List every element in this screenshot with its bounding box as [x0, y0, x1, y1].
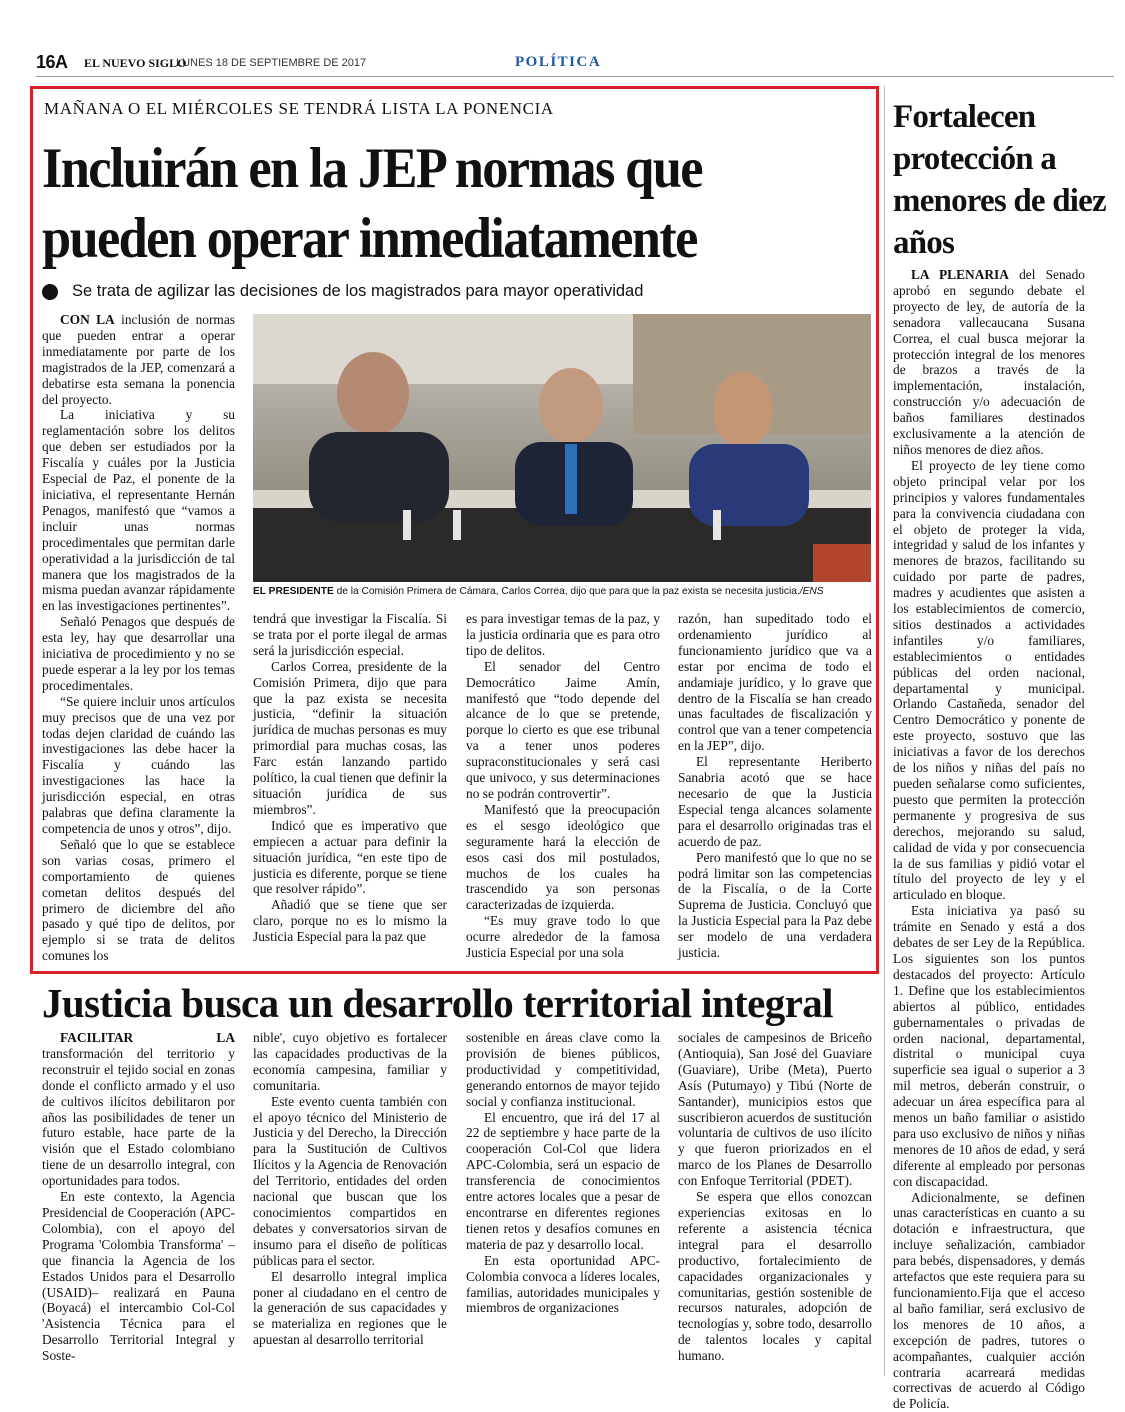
caption-credit: /ENS: [799, 586, 824, 597]
main-column-1: [42, 312, 235, 964]
paragraph-text: “Se quiere incluir unos artículos muy precisos que de una vez por todas dejen claridad de cuándo las investigaciones las debe hacer la Fiscalía y cuándo las investigaciones las hace la jurisdicción especial, en otras palabras que defina claramente la competencia de unos y otros”, dijo.: [42, 693, 235, 836]
paragraph: [466, 659, 660, 802]
paragraph-text: La iniciativa y su reglamentación sobre los delitos que deben ser estudiados por la Fiscalía y cuáles por la Justicia Especial de Paz, el ponente de la iniciativa, el representante Hernán Penagos, manifestó que “vamos a incluir unas normas procedimentales que permitan darle operatividad a la jurisdicción de tal manera que los magistrados de la misma puedan avanzar rápidamente en las investigaciones pertinentes”.: [42, 407, 235, 614]
side-column: [893, 267, 1085, 1412]
paragraph: [253, 1030, 447, 1094]
paragraph: [678, 1189, 872, 1364]
main-column-3: [466, 611, 660, 964]
main-headline-line2: pueden operar inmediatamente: [42, 207, 697, 270]
paragraph-text: razón, han supeditado todo el ordenamiento jurídico al funcionamiento jurídico que va a estar por encima de todo el andamiaje jurídico, y lo grave que dentro de la Fiscalía se han creado unas facultades de fiscalización y control que van a tener competencia en la JEP”, dijo.: [678, 611, 872, 754]
bullet-icon: [42, 284, 58, 300]
lead-in: FACILITAR LA: [60, 1030, 235, 1045]
paragraph: [678, 611, 872, 754]
second-column-4: [678, 1030, 872, 1364]
paragraph: [42, 1189, 235, 1364]
paragraph-text: “Es muy grave todo lo que ocurre alrededor de la famosa Justicia Especial por una sola: [466, 913, 660, 961]
masthead-rule: [36, 76, 1114, 77]
paragraph-text: Adicionalmente, se definen unas características en cuanto a su dotación e infraestructura, que incluye señalización, cambiador para bebés, dispensadores, y demás artefactos que este requiera para su funcionamiento.Fija que el acceso al baño familiar, será exclusivo de los menores de 10 años, a excepción de padres, tutores o acompañantes, cualquier acción contraria acarreará medidas correctivas de acuerdo al Código de Policía.: [893, 1189, 1085, 1412]
paragraph: [42, 312, 235, 407]
lead-in: LA PLENARIA: [911, 267, 1009, 282]
caption-text: de la Comisión Primera de Cámara, Carlos Correa, dijo que para que la paz exista se necesita justicia.: [333, 586, 800, 597]
paragraph-text: Pero manifestó que lo que no se podrá limitar son las competencias de la Fiscalía, o de la Corte Suprema de Justicia. Concluyó que la Justicia Especial para la Paz debe ser modelo de una verdadera justicia.: [678, 849, 872, 961]
paragraph-text: inclusión de normas que pueden entrar a operar inmediatamente por parte de los magistrados de la JEP, comenzará a debatirse esta semana la ponencia del proyecto.: [42, 312, 235, 407]
caption-lead: EL PRESIDENTE: [253, 586, 334, 597]
paragraph-text: Añadió que se tiene que ser claro, porque no es lo mismo la Justicia Especial para la paz que: [253, 897, 447, 945]
paragraph: [678, 850, 872, 961]
side-headline: Fortalecen protección a menores de diez años: [893, 99, 1106, 261]
paragraph-text: nible', cuyo objetivo es fortalecer las capacidades productivas de la economía campesina, familiar y comunitaria.: [253, 1030, 447, 1093]
paragraph-text: El proyecto de ley tiene como objeto principal velar por los principios y valores fundamentales para la convivencia ciudadana con el objeto de proteger la vida, integridad y salud de los infantes y menores de brazos, facilitando su cuidado por parte de padres, madres y acudientes que asisten a los establecimientos de comercio, sitios destinados a actividades infantiles y/o familiares, establecimientos o entidades públicas del orden nacional, departamental y municipal. Orlando Castañeda, senador del Centro Democrático y ponente de este proyecto, sostuvo que las iniciativas a favor de los derechos de los niños y niñas del país no pueden señalarse como suficientes, puesto que permiten la protección permanente y progresiva de sus derechos, mejorando su salud, calidad de vida y por consecuencia la de sus familias y pidió votar el título del proyecto de ley y el articulado en bloque.: [893, 457, 1085, 903]
paragraph: [253, 611, 447, 659]
paragraph-text: Esta iniciativa ya pasó su trámite en Senado y está a dos debates de ser Ley de la República. Los siguientes son los puntos destacados del proyecto: Artículo 1. Define que los establecimientos abiertos al público, entidades gubernamentales o privadas de orden nacional, departamental, distrital o municipal cuya superficie sea igual o superior a 3 mil metros, deberán construir, o adecuar un área específica para al menos un baño familiar o asistido para uso exclusivo de niños y niñas menores de 10 años de edad, y será diferente al empleado por personas con discapacidad.: [893, 903, 1085, 1189]
section-label: POLÍTICA: [515, 54, 602, 70]
main-kicker: MAÑANA O EL MIÉRCOLES SE TENDRÁ LISTA LA PONENCIA: [44, 99, 554, 118]
side-column-rule: [884, 86, 885, 1376]
paragraph: [466, 1030, 660, 1110]
main-headline: [42, 134, 796, 274]
photo-caption: [253, 585, 871, 598]
paragraph: [42, 837, 235, 964]
paragraph-text: tendrá que investigar la Fiscalía. Si se trata por el porte ilegal de armas será la jurisdicción especial.: [253, 611, 447, 658]
paragraph-text: sostenible en áreas clave como la provisión de bienes públicos, productividad y competitividad, generando entornos de mayor tejido social y confianza institucional.: [466, 1030, 660, 1109]
paragraph-text: Manifestó que la preocupación es el sesgo ideológico que seguramente hará la elección de esos casi dos mil postulados, muchos de los cuales ha trascendido ya son personas caracterizadas de izquierda.: [466, 801, 660, 913]
second-column-2: [253, 1030, 447, 1350]
paragraph: [42, 694, 235, 837]
paragraph-text: El senador del Centro Democrático Jaime Amín, manifestó que “todo depende del alcance de lo que se pretende, porque lo cierto es que ese tribunal va a tener unos poderes supraconstitucionales y será casi que univoco, y sus determinaciones no se podrán controvertir”.: [466, 658, 660, 801]
paragraph: [253, 897, 447, 945]
main-photo: [253, 314, 871, 582]
second-column-3: [466, 1030, 660, 1350]
paragraph-text: El representante Heriberto Sanabria acotó que se hace necesario de que la Justicia Especial tenga alcances solamente para el desarrollo originadas tras el acuerdo de paz.: [678, 754, 872, 849]
paragraph: [678, 754, 872, 849]
paragraph: [678, 1030, 872, 1189]
publication-name: EL NUEVO SIGLO: [84, 56, 187, 70]
second-headline: Justicia busca un desarrollo territorial integral: [42, 980, 833, 1026]
paragraph: [466, 1110, 660, 1253]
paragraph: [893, 458, 1085, 903]
paragraph: [466, 611, 660, 659]
publication-date: LUNES 18 DE SEPTIEMBRE DE 2017: [176, 57, 367, 69]
paragraph-text: En esta oportunidad APC-Colombia convoca a líderes locales, familias, autoridades municipales y miembros de organizaciones: [466, 1252, 660, 1316]
paragraph-text: del Senado aprobó en segundo debate el proyecto de ley, de autoría de la senadora vallecaucana Susana Correa, el cual busca mejorar la protección integral de los menores de brazos a través de la implementación, instalación, construcción y/o adecuación de baños familiares destinados exclusivamente a la atención de niños menores de diez años.: [893, 267, 1085, 457]
main-column-4: [678, 611, 872, 964]
paragraph: [466, 913, 660, 961]
paragraph-text: Señaló que lo que se establece son varias cosas, primero el comportamiento de quienes cometan delitos después del primero de diciembre del año pasado y qué tipo de delitos, por ejemplo si se trata de delitos comunes los: [42, 836, 235, 964]
paragraph: [42, 407, 235, 614]
paragraph: [42, 1030, 235, 1189]
paragraph: [253, 659, 447, 818]
paragraph-text: Este evento cuenta también con el apoyo técnico del Ministerio de Justicia y del Derecho, la Dirección para la Sustitución de Cultivos Ilícitos y la Agencia de Renovación del Territorio, entidades del orden nacional que buscan que los conocimientos compartidos en debates y conversatorios sirvan de insumo para el diseño de políticas públicas para el sector.: [253, 1093, 447, 1268]
main-headline-line1: Incluirán en la JEP normas que: [42, 137, 702, 200]
main-subhead: [42, 282, 643, 301]
lead-in: CON LA: [60, 312, 115, 327]
second-column-1: [42, 1030, 235, 1364]
paragraph-text: El desarrollo integral implica poner al ciudadano en el centro de la generación de sus capacidades y se materializa en regiones que le apuestan al desarrollo territorial: [253, 1268, 447, 1348]
paragraph-text: transformación del territorio y reconstruir el tejido social en zonas donde el conflicto armado y el uso de cultivos ilícitos debilitaron por años las posibilidades de tener un futuro estable, hace parte de la visión que el Estado colombiano tiene de un desarrollo integral, con oportunidades para todos.: [42, 1045, 235, 1189]
paragraph-text: El encuentro, que irá del 17 al 22 de septiembre y hace parte de la cooperación Col-Col que lidera APC-Colombia, será un espacio de transferencia de conocimientos entre actores locales que a pesar de encontrarse en diferentes regiones tienen retos y desafíos comunes en materia de paz y desarrollo local.: [466, 1109, 660, 1252]
photo-illustration-icon: [253, 314, 871, 582]
main-subhead-text: Se trata de agilizar las decisiones de los magistrados para mayor operatividad: [72, 282, 644, 300]
paragraph-text: Se espera que ellos conozcan experiencias exitosas en lo referente a asistencia técnica integral para el desarrollo productivo, fortalecimiento de capacidades organizacionales y comunitarias, gestión sostenible de recursos naturales, adopción de tecnologías y, sobre todo, desarrollo de talentos locales y capital humano.: [678, 1189, 872, 1364]
paragraph-text: sociales de campesinos de Briceño (Antioquia), San José del Guaviare (Guaviare), Uribe (Meta), Puerto Asís (Putumayo) y Tibú (Norte de Santander), municipios estos que suscribieron acuerdos de sustitución voluntaria de cultivos de uso ilícito y que fueron priorizados en el marco de los Planes de Desarrollo con Enfoque Territorial (PDET).: [678, 1030, 872, 1189]
page-number: 16A: [36, 52, 68, 72]
paragraph: [42, 614, 235, 694]
paragraph-text: es para investigar temas de la paz, y la justicia ordinaria que es para otro tipo de delitos.: [466, 611, 660, 658]
paragraph: [893, 1190, 1085, 1412]
paragraph: [893, 903, 1085, 1189]
paragraph: [466, 802, 660, 913]
paragraph: [466, 1253, 660, 1317]
paragraph: [253, 818, 447, 898]
paragraph-text: Indicó que es imperativo que empiecen a actuar para definir la situación jurídica, “en este tipo de justicia es diferente, porque se tiene que resolver rápido”.: [253, 817, 447, 897]
paragraph-text: Carlos Correa, presidente de la Comisión Primera, dijo que para que la paz exista se necesita justicia, “definir la situación jurídica de muchas personas es muy primordial para muchas cosas, las Farc están lanzando partido político, la cual tienen que definir la situación jurídica de sus miembros”.: [253, 658, 447, 817]
paragraph: [253, 1269, 447, 1349]
paragraph-text: En este contexto, la Agencia Presidencial de Cooperación (APC-Colombia), con el apoyo del Programa 'Colombia Transforma' –que financia la Agencia de los Estados Unidos para el Desarrollo (USAID)– realizará en Pauna (Boyacá) el intercambio Col-Col 'Asistencia Técnica para el Desarrollo Territorial Integral y Soste-: [42, 1189, 235, 1364]
paragraph-text: Señaló Penagos que después de esta ley, hay que desarrollar una iniciativa de procedimiento y no se puede esperar a la ley por los temas procedimentales.: [42, 614, 235, 693]
paragraph: [253, 1094, 447, 1269]
paragraph: [893, 267, 1085, 458]
main-column-2: [253, 611, 447, 964]
